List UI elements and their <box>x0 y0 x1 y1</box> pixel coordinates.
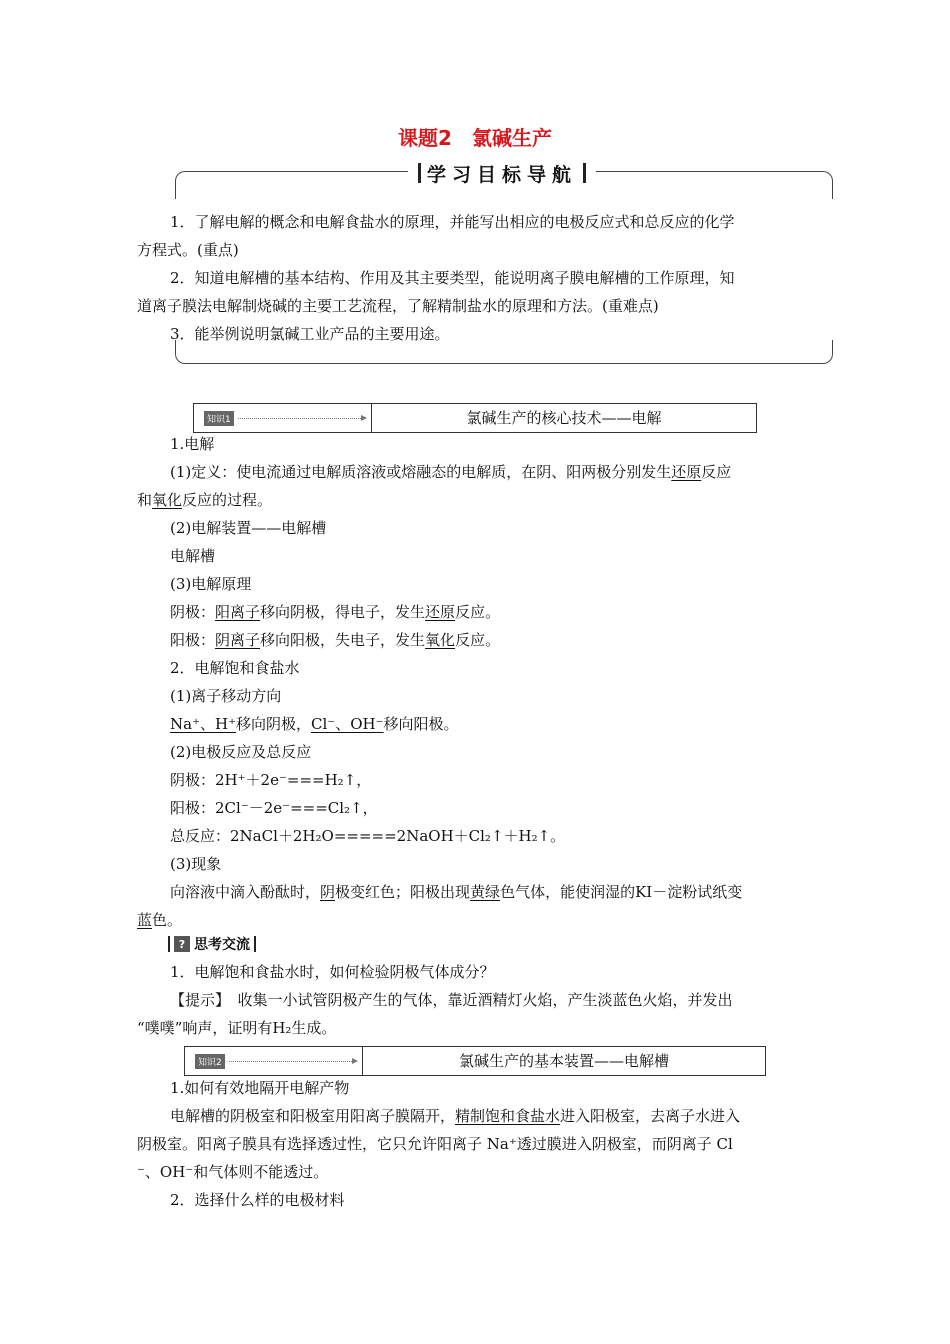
s1-eq-anode: 阳极：2Cl⁻－2e⁻===Cl₂↑， <box>170 799 378 817</box>
think-question: 1．电解饱和食盐水时，如何检验阴极气体成分？ <box>170 963 495 981</box>
section-1-chip: 知识1 <box>204 411 234 426</box>
s1-anode: 阳极：阴离子移向阳极，失电子，发生氧化反应。 <box>170 631 501 649</box>
s1-heading-4: 2．电解饱和食盐水 <box>170 659 300 677</box>
section-2-header <box>184 1046 766 1076</box>
s2-para-2: 阴极室。阳离子膜具有选择透过性，它只允许阳离子 Na⁺透过膜进入阴极室，而阴离子 Cl <box>137 1135 733 1153</box>
s1-phenomenon-cont: 蓝色。 <box>137 911 183 929</box>
s1-phenomenon: 向溶液中滴入酚酞时，阴极变红色；阳极出现黄绿色气体，能使润湿的KI－淀粉试纸变 <box>170 883 743 901</box>
objective-1: 1．了解电解的概念和电解食盐水的原理，并能写出相应的电极反应式和总反应的化学 <box>170 213 735 231</box>
think-answer-cont: “噗噗”响声，证明有H₂生成。 <box>137 1019 337 1037</box>
s2-para-3: ⁻、OH⁻和气体则不能透过。 <box>137 1163 329 1181</box>
section-2-chip: 知识2 <box>195 1054 225 1069</box>
s1-heading-5: (1)离子移动方向 <box>170 687 282 705</box>
objective-2-cont: 道离子膜法电解制烧碱的主要工艺流程，了解精制盐水的原理和方法。(重难点) <box>137 297 659 315</box>
answer-oxidation: 氧化 <box>152 491 183 509</box>
s1-eq-total: 总反应：2NaCl＋2H₂O=====2NaOH＋Cl₂↑＋H₂↑。 <box>170 827 566 845</box>
section-1-tag <box>194 404 372 432</box>
think-exchange-label: ? 思考交流 <box>168 934 256 954</box>
page-title: 课题2 氯碱生产 <box>398 126 552 150</box>
s1-heading-1: 1.电解 <box>170 435 215 453</box>
objective-1-cont: 方程式。(重点) <box>137 241 239 259</box>
banner-text: 学习目标导航 <box>427 163 578 186</box>
question-icon: ? <box>174 936 190 952</box>
s2-heading-1: 1.如何有效地隔开电解产物 <box>170 1079 350 1097</box>
s2-para-1: 电解槽的阴极室和阳极室用阳离子膜隔开，精制饱和食盐水进入阳极室，去离子水进入 <box>170 1107 741 1125</box>
objectives-banner <box>408 160 596 186</box>
section-2-title: 氯碱生产的基本装置——电解槽 <box>458 1052 669 1070</box>
think-bar-right <box>254 936 256 952</box>
banner-bar-left <box>418 163 421 183</box>
think-bar-left <box>168 936 170 952</box>
s1-eq-cathode: 阴极：2H⁺＋2e⁻===H₂↑， <box>170 771 372 789</box>
s1-cell: 电解槽 <box>170 547 216 565</box>
arrow-icon <box>229 1061 356 1062</box>
s1-ion-direction: Na⁺、H⁺移向阴极，Cl⁻、OH⁻移向阳极。 <box>170 715 459 733</box>
answer-reduction: 还原 <box>671 463 702 481</box>
s1-heading-3: (3)电解原理 <box>170 575 252 593</box>
arrow-icon <box>238 418 365 419</box>
s1-heading-7: (3)现象 <box>170 855 222 873</box>
section-1-title: 氯碱生产的核心技术——电解 <box>466 409 662 427</box>
s2-heading-2: 2．选择什么样的电极材料 <box>170 1191 345 1209</box>
objective-2: 2．知道电解槽的基本结构、作用及其主要类型，能说明离子膜电解槽的工作原理，知 <box>170 269 735 287</box>
objective-3: 3．能举例说明氯碱工业产品的主要用途。 <box>170 325 450 343</box>
s1-definition-cont: 和氧化反应的过程。 <box>137 491 273 509</box>
s1-heading-6: (2)电极反应及总反应 <box>170 743 312 761</box>
section-1-header <box>193 403 757 433</box>
s1-definition: (1)定义：使电流通过电解质溶液或熔融态的电解质，在阴、阳两极分别发生还原反应 <box>170 463 732 481</box>
section-2-tag <box>185 1047 363 1075</box>
objectives-frame-bottom <box>175 340 833 364</box>
s1-heading-2: (2)电解装置——电解槽 <box>170 519 327 537</box>
s1-cathode: 阴极：阳离子移向阴极，得电子，发生还原反应。 <box>170 603 501 621</box>
banner-bar-right <box>583 163 586 183</box>
think-answer: 【提示】 收集一小试管阴极产生的气体，靠近酒精灯火焰，产生淡蓝色火焰，并发出 <box>170 991 733 1009</box>
